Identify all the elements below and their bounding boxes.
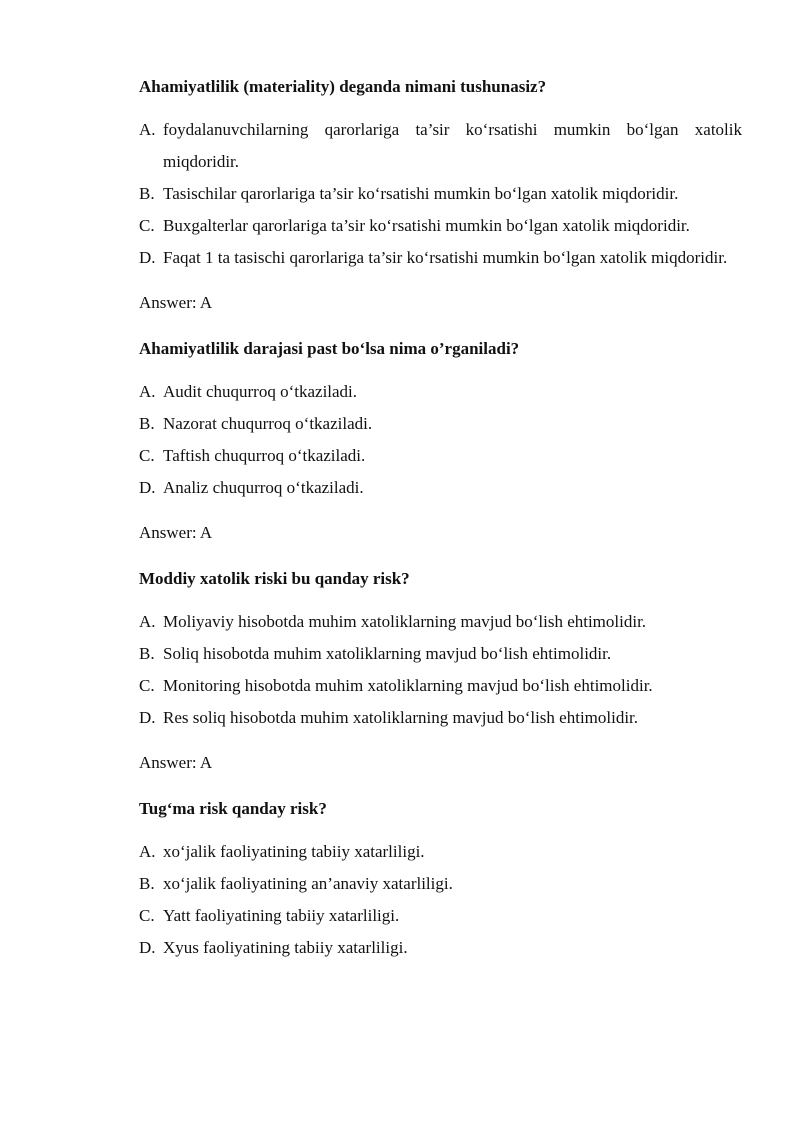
option-b [139, 638, 742, 670]
option-text: Moliyaviy hisobotda muhim xatoliklarning mavjud bo‘lish ehtimolidir. [163, 612, 647, 631]
option-text: Audit chuqurroq o‘tkaziladi. [163, 382, 358, 401]
answer-text: Answer: A [139, 293, 213, 312]
option-letter: C. [139, 216, 155, 235]
option-b [139, 868, 742, 900]
option-text: xo‘jalik faoliyatining an’anaviy xatarliligi. [163, 874, 453, 893]
option-letter: D. [139, 248, 156, 267]
option-d [139, 242, 742, 274]
document-page [139, 74, 742, 964]
option-letter: D. [139, 478, 156, 497]
option-letter: A. [139, 842, 156, 861]
question-text: Ahamiyatlilik (materiality) deganda nimani tushunasiz? [139, 77, 547, 96]
option-a [139, 606, 742, 638]
option-a [139, 376, 742, 408]
option-letter: B. [139, 184, 155, 203]
option-d [139, 932, 742, 964]
option-text: Soliq hisobotda muhim xatoliklarning mavjud bo‘lish ehtimolidir. [163, 644, 612, 663]
option-letter: A. [139, 120, 156, 139]
option-text: Nazorat chuqurroq o‘tkaziladi. [163, 414, 373, 433]
option-letter: D. [139, 708, 156, 727]
option-letter: A. [139, 612, 156, 631]
option-letter: B. [139, 414, 155, 433]
option-a [139, 114, 742, 178]
question-text: Tug‘ma risk qanday risk? [139, 799, 327, 818]
answer-text: Answer: A [139, 753, 213, 772]
option-letter: D. [139, 938, 156, 957]
option-text: Faqat 1 ta tasischi qarorlariga ta’sir ko‘rsatishi mumkin bo‘lgan xatolik miqdoridir. [163, 248, 728, 267]
option-text: Tasischilar qarorlariga ta’sir ko‘rsatishi mumkin bo‘lgan xatolik miqdoridir. [163, 184, 679, 203]
question-block [139, 566, 742, 776]
option-c [139, 670, 742, 702]
option-d [139, 702, 742, 734]
option-letter: A. [139, 382, 156, 401]
option-text: Res soliq hisobotda muhim xatoliklarning mavjud bo‘lish ehtimolidir. [163, 708, 639, 727]
option-text: Xyus faoliyatining tabiiy xatarliligi. [163, 938, 408, 957]
option-c [139, 440, 742, 472]
option-letter: B. [139, 874, 155, 893]
option-text: Yatt faoliyatining tabiiy xatarliligi. [163, 906, 400, 925]
options-list [139, 376, 742, 504]
question-text: Moddiy xatolik riski bu qanday risk? [139, 569, 410, 588]
question-block [139, 796, 742, 964]
question-text: Ahamiyatlilik darajasi past bo‘lsa nima o’rganiladi? [139, 339, 520, 358]
option-c [139, 210, 742, 242]
question-block [139, 336, 742, 546]
option-b [139, 408, 742, 440]
option-text: foydalanuvchilarning qarorlariga ta’sir ko‘rsatishi mumkin bo‘lgan xatolik miqdoridir. [163, 120, 742, 171]
option-letter: C. [139, 446, 155, 465]
question-block [139, 74, 742, 316]
option-text: Analiz chuqurroq o‘tkaziladi. [163, 478, 364, 497]
option-text: Monitoring hisobotda muhim xatoliklarning mavjud bo‘lish ehtimolidir. [163, 676, 653, 695]
option-text: xo‘jalik faoliyatining tabiiy xatarliligi. [163, 842, 425, 861]
option-text: Taftish chuqurroq o‘tkaziladi. [163, 446, 366, 465]
option-d [139, 472, 742, 504]
option-letter: B. [139, 644, 155, 663]
option-letter: C. [139, 906, 155, 925]
options-list [139, 836, 742, 964]
options-list [139, 606, 742, 734]
option-c [139, 900, 742, 932]
answer-text: Answer: A [139, 523, 213, 542]
option-letter: C. [139, 676, 155, 695]
option-b [139, 178, 742, 210]
option-a [139, 836, 742, 868]
option-text: Buxgalterlar qarorlariga ta’sir ko‘rsatishi mumkin bo‘lgan xatolik miqdoridir. [163, 216, 690, 235]
options-list [139, 114, 742, 274]
